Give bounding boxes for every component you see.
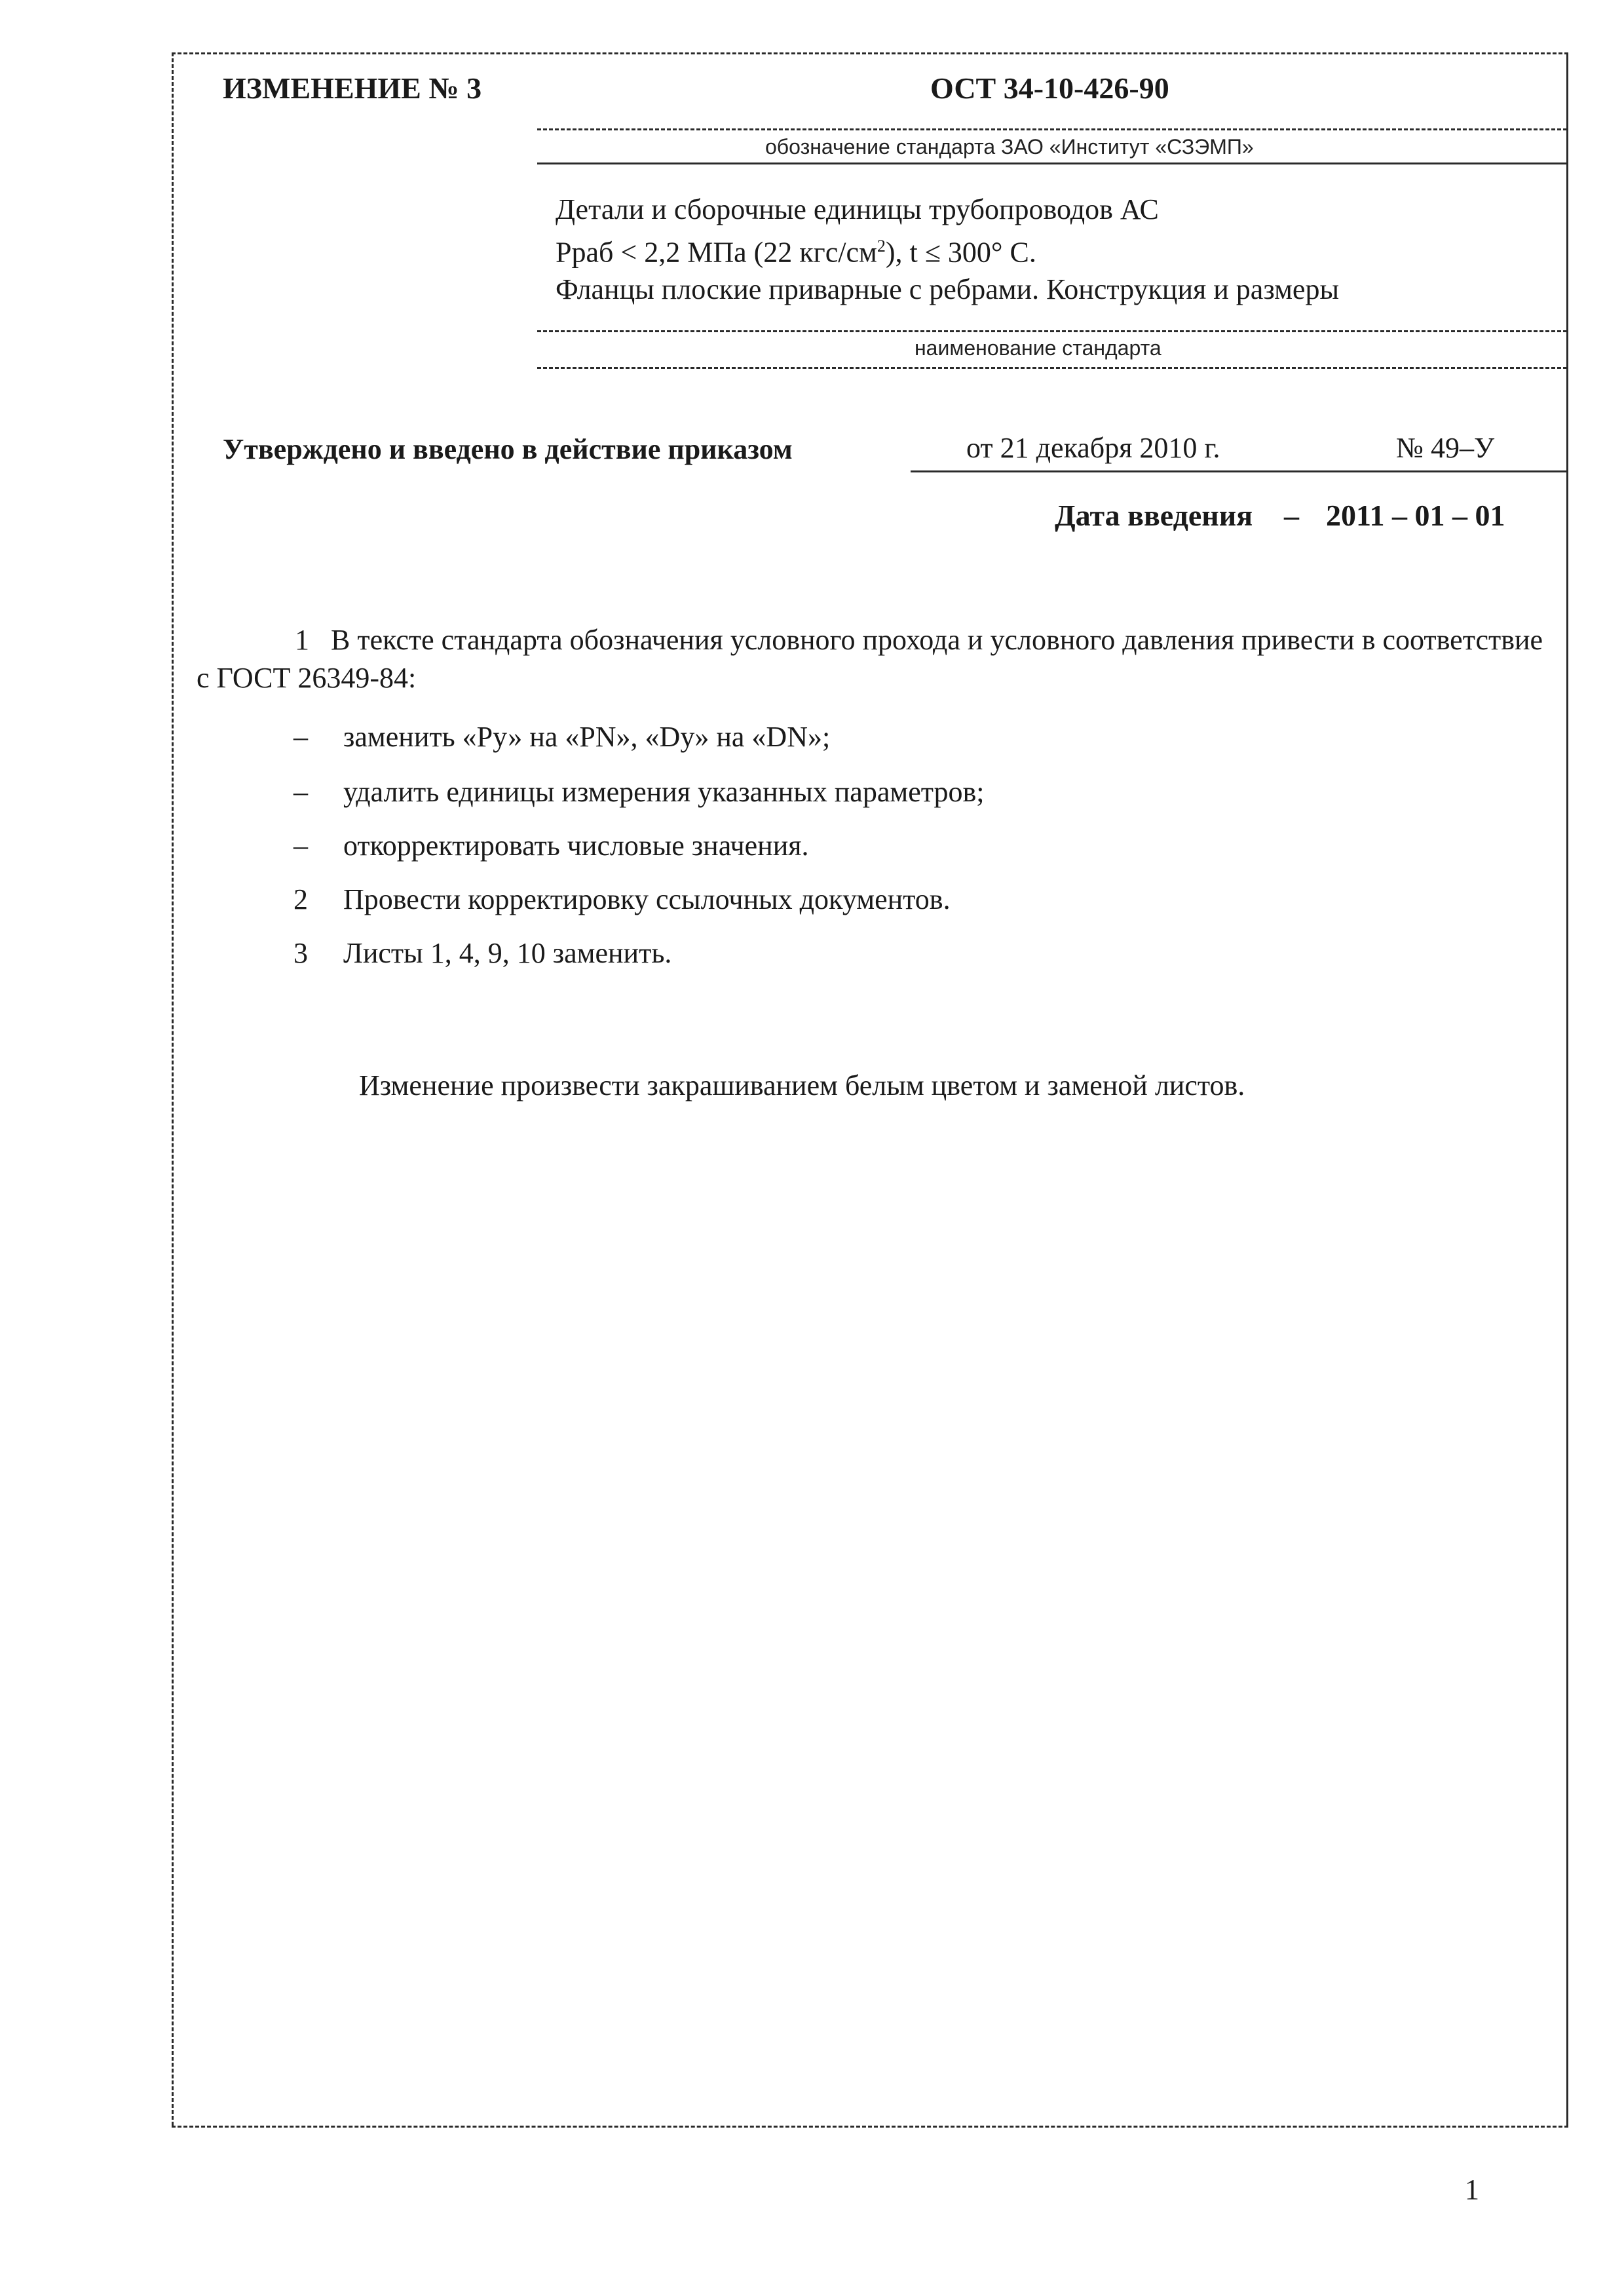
list-item-text: откорректировать числовые значения. bbox=[343, 830, 809, 862]
list-marker: – bbox=[293, 776, 308, 808]
list-item-text: удалить единицы измерения указанных параметров; bbox=[343, 776, 985, 808]
effective-date-label: Дата введения bbox=[1055, 499, 1253, 532]
designation-line-top bbox=[537, 128, 1567, 130]
list-item-text: Провести корректировку ссылочных документов. bbox=[343, 883, 951, 915]
designation-line-bottom bbox=[537, 163, 1567, 164]
approval-label: Утверждено и введено в действие приказом bbox=[223, 433, 793, 465]
effective-date-dash: – bbox=[1284, 499, 1299, 532]
paragraph-1 bbox=[197, 621, 1546, 697]
name-line-bottom bbox=[537, 367, 1567, 369]
standard-title bbox=[556, 191, 1339, 308]
list-marker: – bbox=[293, 830, 308, 862]
name-caption: наименование стандарта bbox=[915, 336, 1161, 360]
designation-caption: обозначение стандарта ЗАО «Институт «СЗЭМП» bbox=[765, 135, 1254, 159]
change-number-label: ИЗМЕНЕНИЕ № 3 bbox=[223, 71, 482, 105]
title-line-3: Фланцы плоские приварные с ребрами. Конструкция и размеры bbox=[556, 273, 1340, 305]
paragraph-1-number: 1 bbox=[295, 624, 309, 656]
frame-top-border bbox=[172, 52, 1568, 54]
approval-order-number: № 49–У bbox=[1396, 432, 1495, 464]
title-line-2: Рраб < 2,2 МПа (22 кгс/$см^2$), t ≤ 300° С. bbox=[556, 236, 1036, 269]
paragraph-1-text: В тексте стандарта обозначения условного прохода и условного давления привести в соответствие с ГОСТ 26349-84: bbox=[197, 624, 1543, 694]
standard-code: ОСТ 34-10-426-90 bbox=[930, 71, 1169, 105]
effective-date-value: 2011 – 01 – 01 bbox=[1326, 499, 1505, 532]
approval-underline bbox=[911, 470, 1567, 472]
replacement-note: Изменение произвести закрашиванием белым цветом и заменой листов. bbox=[359, 1069, 1245, 1101]
list-item-text: Листы 1, 4, 9, 10 заменить. bbox=[343, 937, 672, 969]
list-marker: – bbox=[293, 721, 308, 753]
frame-right-border bbox=[1566, 52, 1568, 2126]
name-line-top bbox=[537, 330, 1567, 332]
title-line-1: Детали и сборочные единицы трубопроводов АС bbox=[556, 193, 1159, 225]
approval-date: от 21 декабря 2010 г. bbox=[966, 432, 1220, 464]
frame-bottom-border bbox=[172, 2126, 1568, 2128]
page-number: 1 bbox=[1465, 2173, 1479, 2206]
list-marker: 3 bbox=[293, 937, 308, 969]
list-item-text: заменить «Ру» на «PN», «Dy» на «DN»; bbox=[343, 721, 831, 753]
list-marker: 2 bbox=[293, 883, 308, 915]
frame-left-border bbox=[172, 52, 174, 2126]
